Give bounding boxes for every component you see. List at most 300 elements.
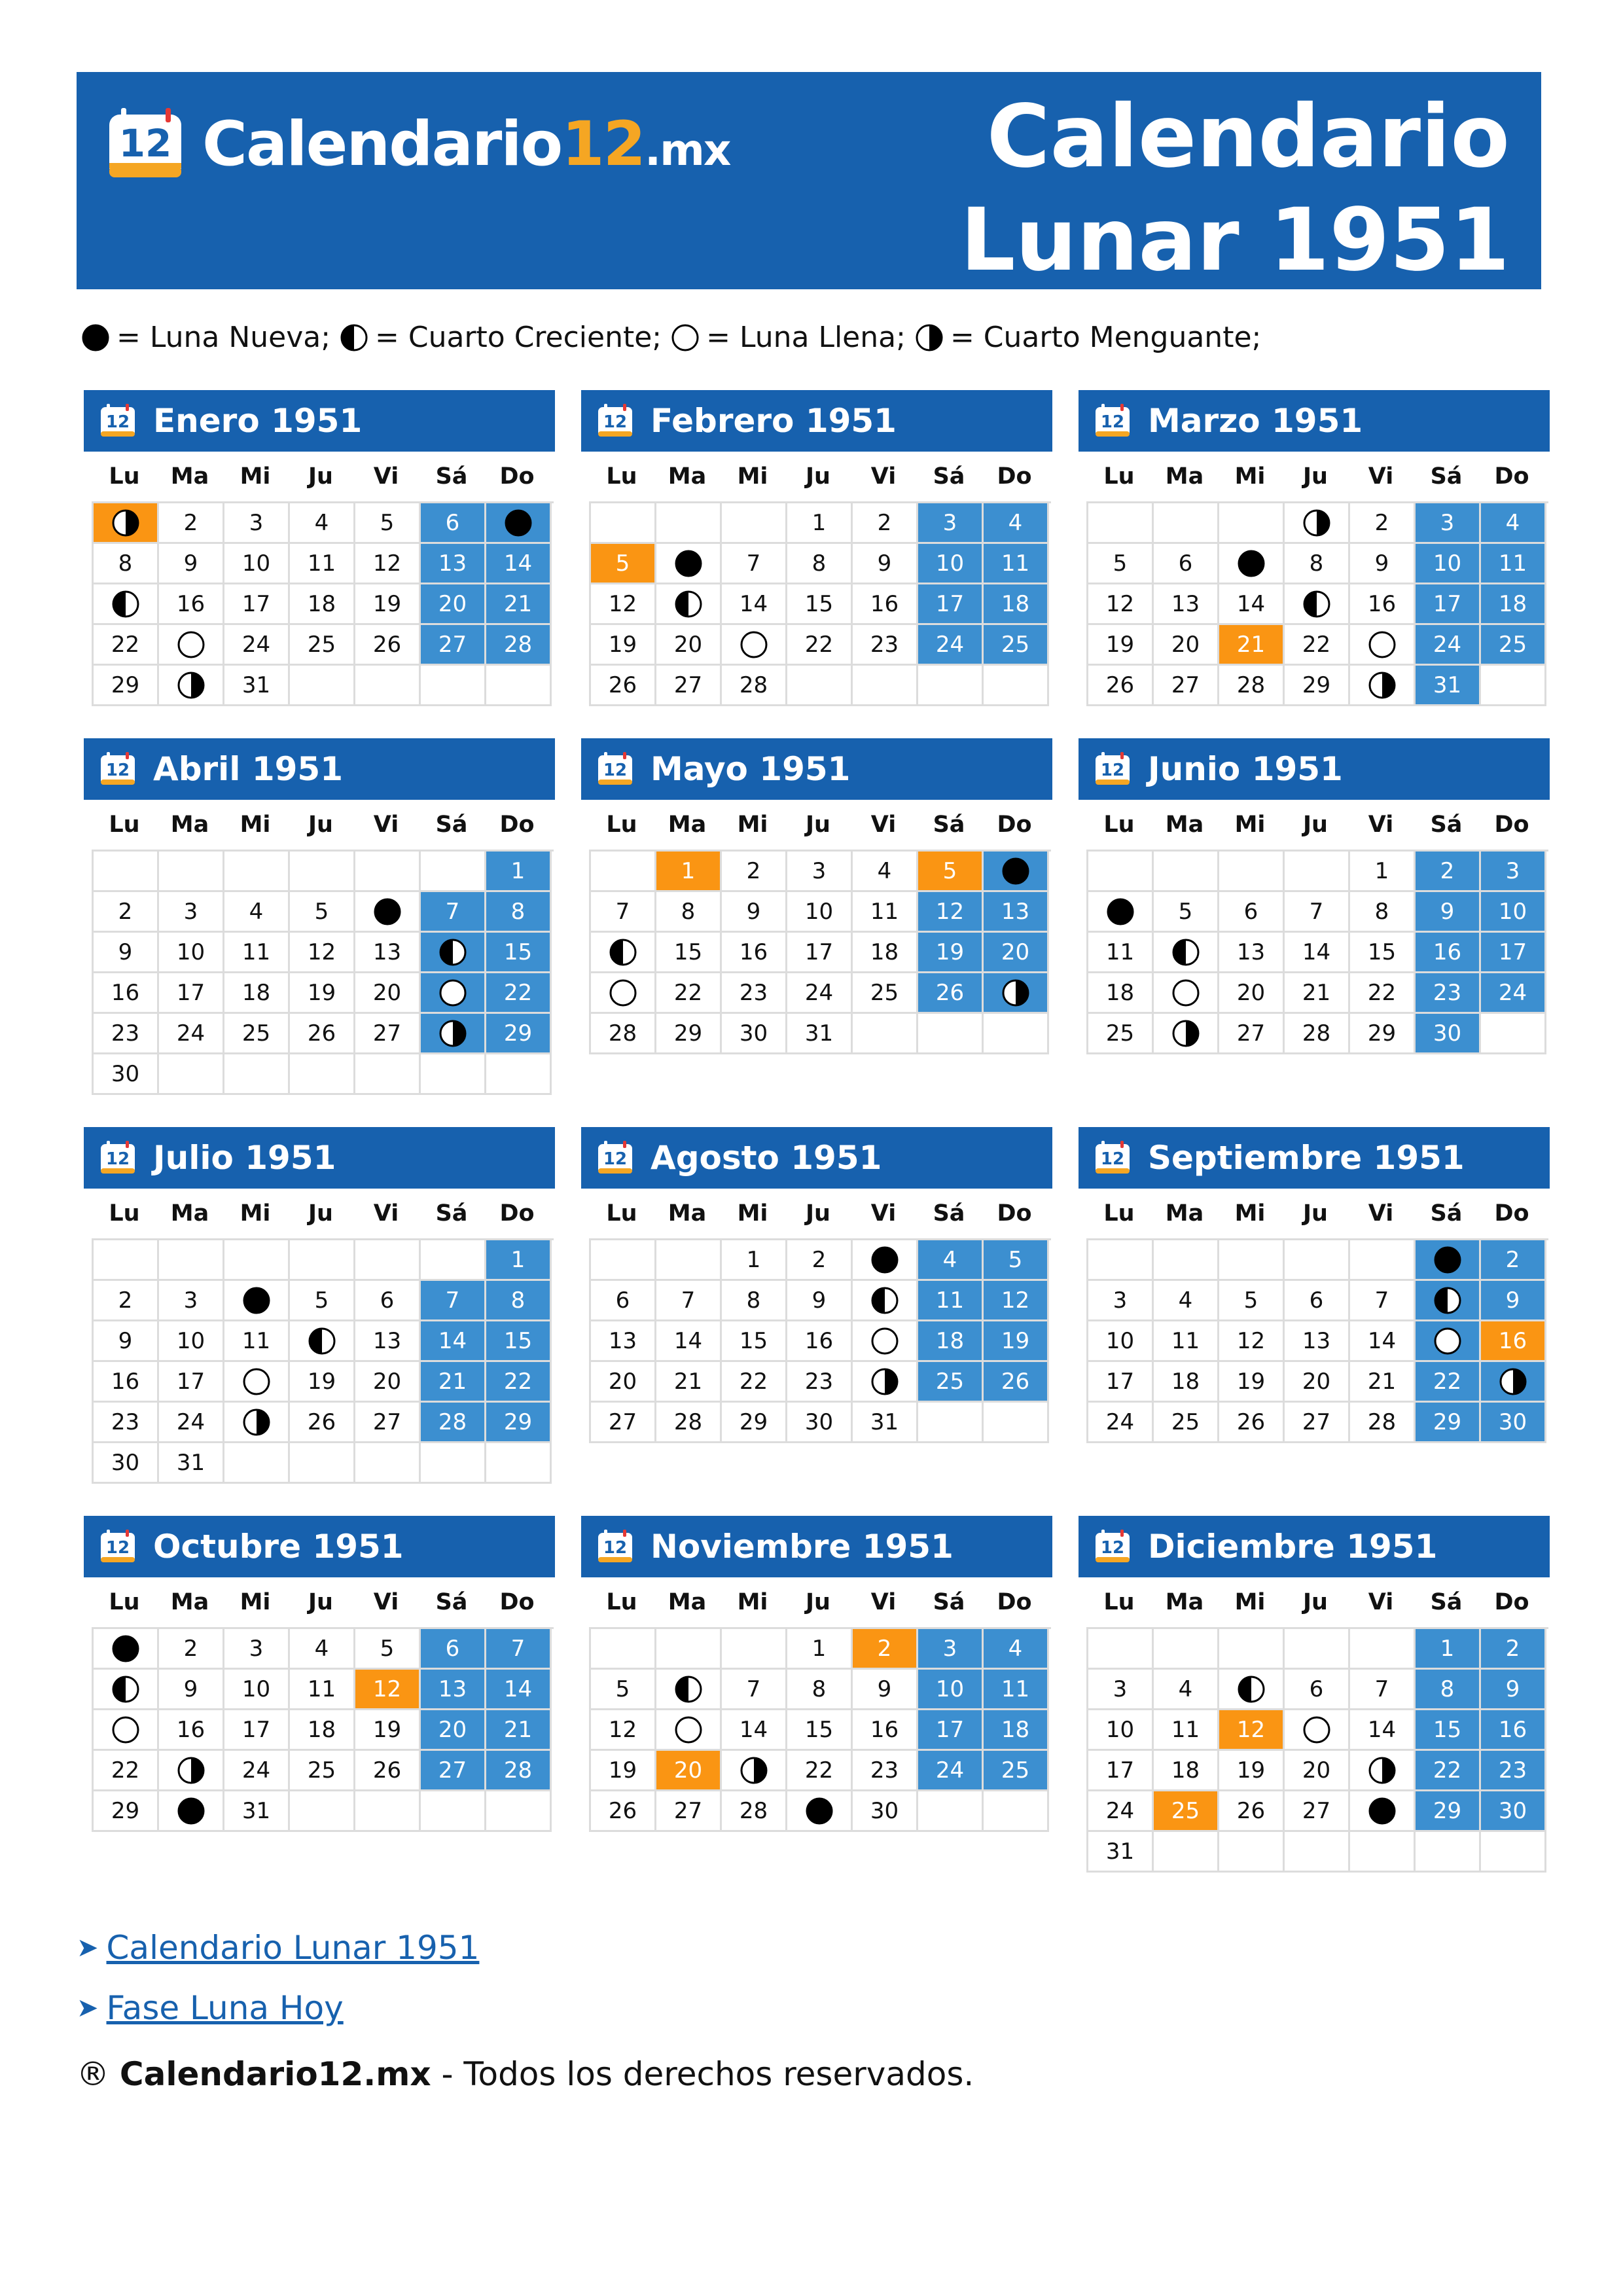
- day-cell: 4: [1481, 503, 1546, 544]
- weekday-label: Mi: [1234, 463, 1266, 490]
- svg-text:12: 12: [603, 761, 628, 780]
- day-cell: 5: [1088, 544, 1154, 584]
- svg-text:12: 12: [105, 1149, 130, 1169]
- weekday-label: Ma: [170, 1589, 209, 1615]
- day-cell: 8: [486, 1281, 552, 1321]
- day-cell: 9: [853, 1670, 918, 1710]
- month-calendar: [84, 1516, 555, 1832]
- empty-cell: [486, 1791, 552, 1832]
- day-cell: [722, 625, 787, 666]
- empty-cell: [1154, 1629, 1219, 1670]
- svg-text:12: 12: [1100, 761, 1125, 780]
- day-cell: 16: [159, 1710, 224, 1751]
- day-cell: 11: [290, 544, 355, 584]
- empty-cell: [656, 503, 722, 544]
- svg-text:12: 12: [118, 121, 172, 166]
- day-cell: 22: [1416, 1751, 1481, 1791]
- weekday-header: [1086, 800, 1550, 850]
- day-cell: 2: [787, 1240, 853, 1281]
- day-cell: 27: [421, 1751, 486, 1791]
- day-cell: [159, 666, 224, 706]
- days-grid: [589, 1627, 1051, 1832]
- weekday-label: Ju: [806, 1200, 830, 1227]
- day-cell: 8: [1285, 544, 1350, 584]
- day-cell: 11: [853, 892, 918, 933]
- day-cell: 27: [421, 625, 486, 666]
- day-cell: 9: [1481, 1670, 1546, 1710]
- day-cell: 2: [1350, 503, 1416, 544]
- day-cell: 22: [486, 973, 552, 1014]
- weekday-label: Vi: [870, 463, 897, 490]
- weekday-label: Mi: [1234, 1589, 1266, 1615]
- month-header: [581, 1127, 1052, 1189]
- weekday-label: Do: [499, 812, 535, 838]
- weekday-label: Ju: [308, 812, 333, 838]
- day-cell: 6: [1154, 544, 1219, 584]
- days-grid: [92, 1238, 554, 1484]
- day-cell: 28: [656, 1403, 722, 1443]
- day-cell: 7: [1350, 1670, 1416, 1710]
- link-calendario-lunar[interactable]: Calendario Lunar 1951: [106, 1929, 480, 1967]
- day-cell: 5: [591, 544, 656, 584]
- last-quarter-icon: [740, 1756, 768, 1785]
- day-cell: 13: [421, 1670, 486, 1710]
- day-cell: [224, 1281, 290, 1321]
- day-cell: 19: [1219, 1362, 1285, 1403]
- day-cell: 26: [1219, 1403, 1285, 1443]
- day-cell: 24: [1416, 625, 1481, 666]
- day-cell: 27: [591, 1403, 656, 1443]
- day-cell: 27: [1219, 1014, 1285, 1054]
- weekday-label: Lu: [606, 1589, 637, 1615]
- empty-cell: [421, 666, 486, 706]
- day-cell: 24: [918, 625, 984, 666]
- day-cell: 29: [486, 1014, 552, 1054]
- new-moon-icon: [1106, 897, 1135, 926]
- month-calendar: [84, 738, 555, 1095]
- month-title: Mayo 1951: [651, 750, 851, 788]
- day-cell: 21: [421, 1362, 486, 1403]
- day-cell: [290, 1321, 355, 1362]
- weekday-header: [589, 800, 1052, 850]
- empty-cell: [1481, 1014, 1546, 1054]
- day-cell: 5: [290, 1281, 355, 1321]
- day-cell: 5: [1154, 892, 1219, 933]
- weekday-label: Do: [997, 1589, 1032, 1615]
- link-row: [77, 1978, 479, 2038]
- last-quarter-icon: [1499, 1367, 1527, 1396]
- empty-cell: [1154, 503, 1219, 544]
- day-cell: 25: [1154, 1403, 1219, 1443]
- day-cell: 4: [918, 1240, 984, 1281]
- day-cell: [591, 933, 656, 973]
- day-cell: 2: [1481, 1240, 1546, 1281]
- month-title: Junio 1951: [1148, 750, 1343, 788]
- empty-cell: [421, 1054, 486, 1095]
- legend-label: = Cuarto Menguante;: [950, 321, 1262, 354]
- day-cell: 14: [486, 1670, 552, 1710]
- day-cell: 10: [159, 1321, 224, 1362]
- full-moon-icon: [870, 1327, 899, 1355]
- day-cell: 27: [1285, 1403, 1350, 1443]
- weekday-label: Lu: [109, 1200, 140, 1227]
- day-cell: [1154, 933, 1219, 973]
- new-moon-icon: [504, 509, 533, 537]
- last-quarter-icon: [111, 509, 140, 537]
- day-cell: 8: [787, 1670, 853, 1710]
- day-cell: 8: [656, 892, 722, 933]
- weekday-header: [589, 1189, 1052, 1238]
- weekday-header: [92, 1189, 555, 1238]
- day-cell: 22: [1285, 625, 1350, 666]
- days-grid: [589, 501, 1051, 706]
- empty-cell: [290, 1054, 355, 1095]
- day-cell: 14: [421, 1321, 486, 1362]
- day-cell: 21: [486, 584, 552, 625]
- empty-cell: [224, 1054, 290, 1095]
- weekday-label: Vi: [1368, 463, 1394, 490]
- day-cell: 10: [159, 933, 224, 973]
- day-cell: [94, 503, 159, 544]
- empty-cell: [1219, 1629, 1285, 1670]
- day-cell: 9: [159, 544, 224, 584]
- day-cell: 6: [1285, 1281, 1350, 1321]
- empty-cell: [853, 1014, 918, 1054]
- day-cell: 22: [787, 1751, 853, 1791]
- day-cell: 21: [1350, 1362, 1416, 1403]
- weekday-header: [589, 1577, 1052, 1627]
- legend-item-full-moon: [671, 321, 906, 354]
- weekday-label: Vi: [1368, 1200, 1394, 1227]
- first-quarter-icon: [308, 1327, 336, 1355]
- new-moon-icon: [1368, 1797, 1397, 1825]
- weekday-label: Ma: [1165, 463, 1204, 490]
- last-quarter-icon: [870, 1367, 899, 1396]
- legend-label: = Cuarto Creciente;: [375, 321, 662, 354]
- weekday-label: Lu: [1103, 812, 1135, 838]
- day-cell: 4: [290, 503, 355, 544]
- empty-cell: [421, 1240, 486, 1281]
- day-cell: 26: [1088, 666, 1154, 706]
- day-cell: [1219, 544, 1285, 584]
- day-cell: 19: [355, 1710, 421, 1751]
- month-header: [581, 390, 1052, 452]
- footer-text: - Todos los derechos reservados.: [441, 2055, 974, 2093]
- day-cell: 29: [94, 666, 159, 706]
- empty-cell: [918, 1403, 984, 1443]
- first-quarter-icon: [340, 323, 368, 352]
- day-cell: 1: [1350, 852, 1416, 892]
- page-header: [77, 72, 1541, 289]
- day-cell: 10: [224, 1670, 290, 1710]
- day-cell: [1088, 892, 1154, 933]
- last-quarter-icon: [177, 671, 205, 700]
- weekday-header: [92, 800, 555, 850]
- weekday-label: Sá: [933, 1200, 965, 1227]
- day-cell: 4: [1154, 1281, 1219, 1321]
- day-cell: 16: [94, 973, 159, 1014]
- day-cell: 30: [1481, 1791, 1546, 1832]
- month-header: [581, 1516, 1052, 1577]
- empty-cell: [224, 1240, 290, 1281]
- weekday-label: Sá: [1430, 1200, 1463, 1227]
- days-grid: [1086, 850, 1548, 1054]
- day-cell: 13: [355, 1321, 421, 1362]
- day-cell: 11: [984, 544, 1049, 584]
- last-quarter-icon: [438, 1019, 467, 1048]
- weekday-label: Ju: [308, 1589, 333, 1615]
- weekday-label: Vi: [870, 812, 897, 838]
- day-cell: 2: [853, 1629, 918, 1670]
- day-cell: 28: [486, 625, 552, 666]
- day-cell: 18: [1154, 1362, 1219, 1403]
- day-cell: 28: [1285, 1014, 1350, 1054]
- link-row: [77, 1918, 479, 1978]
- weekday-label: Ma: [1165, 812, 1204, 838]
- day-cell: 7: [722, 1670, 787, 1710]
- first-quarter-icon: [674, 1675, 703, 1704]
- link-fase-luna-hoy[interactable]: Fase Luna Hoy: [106, 1989, 344, 2027]
- day-cell: 3: [918, 1629, 984, 1670]
- day-cell: 31: [787, 1014, 853, 1054]
- day-cell: 30: [1481, 1403, 1546, 1443]
- empty-cell: [355, 666, 421, 706]
- empty-cell: [355, 1054, 421, 1095]
- weekday-label: Ju: [1303, 1200, 1328, 1227]
- weekday-label: Do: [997, 812, 1032, 838]
- empty-cell: [853, 666, 918, 706]
- empty-cell: [918, 1014, 984, 1054]
- day-cell: [1285, 584, 1350, 625]
- empty-cell: [1285, 1832, 1350, 1873]
- day-cell: 31: [1088, 1832, 1154, 1873]
- day-cell: 7: [1350, 1281, 1416, 1321]
- new-moon-icon: [81, 323, 110, 352]
- day-cell: 15: [486, 1321, 552, 1362]
- day-cell: [1285, 1710, 1350, 1751]
- day-cell: 12: [1219, 1710, 1285, 1751]
- day-cell: 30: [787, 1403, 853, 1443]
- page-title: [960, 85, 1510, 292]
- day-cell: [1350, 1791, 1416, 1832]
- month-header: [84, 1127, 555, 1189]
- day-cell: 2: [1481, 1629, 1546, 1670]
- day-cell: 16: [1481, 1710, 1546, 1751]
- day-cell: 14: [722, 584, 787, 625]
- day-cell: [1350, 1751, 1416, 1791]
- weekday-label: Sá: [435, 463, 468, 490]
- day-cell: 1: [656, 852, 722, 892]
- day-cell: 29: [1350, 1014, 1416, 1054]
- day-cell: 1: [722, 1240, 787, 1281]
- last-quarter-icon: [915, 323, 944, 352]
- day-cell: 24: [159, 1403, 224, 1443]
- day-cell: 28: [421, 1403, 486, 1443]
- month-header: [581, 738, 1052, 800]
- day-cell: 22: [94, 1751, 159, 1791]
- weekday-label: Ju: [1303, 812, 1328, 838]
- empty-cell: [722, 1629, 787, 1670]
- day-cell: 26: [591, 1791, 656, 1832]
- day-cell: 8: [1350, 892, 1416, 933]
- day-cell: 25: [918, 1362, 984, 1403]
- month-calendar: [84, 1127, 555, 1484]
- day-cell: 20: [355, 973, 421, 1014]
- weekday-label: Do: [1494, 1589, 1529, 1615]
- day-cell: 6: [421, 1629, 486, 1670]
- day-cell: [853, 1321, 918, 1362]
- month-header: [84, 390, 555, 452]
- svg-text:12: 12: [603, 1538, 628, 1558]
- day-cell: 13: [1154, 584, 1219, 625]
- day-cell: [1416, 1240, 1481, 1281]
- calendar-icon: [1094, 1141, 1131, 1175]
- day-cell: 11: [1481, 544, 1546, 584]
- weekday-header: [589, 452, 1052, 501]
- weekday-label: Ju: [1303, 463, 1328, 490]
- day-cell: 3: [1481, 852, 1546, 892]
- weekday-label: Mi: [240, 812, 271, 838]
- day-cell: 26: [290, 1403, 355, 1443]
- weekday-label: Lu: [606, 812, 637, 838]
- day-cell: 27: [355, 1014, 421, 1054]
- weekday-label: Do: [499, 463, 535, 490]
- day-cell: 2: [159, 503, 224, 544]
- day-cell: 3: [918, 503, 984, 544]
- first-quarter-icon: [1237, 1675, 1266, 1704]
- day-cell: 18: [224, 973, 290, 1014]
- day-cell: 16: [853, 584, 918, 625]
- new-moon-icon: [111, 1634, 140, 1663]
- day-cell: 22: [722, 1362, 787, 1403]
- day-cell: 21: [656, 1362, 722, 1403]
- empty-cell: [1219, 1240, 1285, 1281]
- day-cell: 11: [984, 1670, 1049, 1710]
- day-cell: 29: [722, 1403, 787, 1443]
- empty-cell: [94, 1240, 159, 1281]
- weekday-label: Do: [1494, 812, 1529, 838]
- day-cell: 9: [94, 1321, 159, 1362]
- day-cell: 25: [984, 1751, 1049, 1791]
- days-grid: [92, 501, 554, 706]
- full-moon-icon: [438, 978, 467, 1007]
- weekday-label: Ju: [308, 463, 333, 490]
- brand-logo[interactable]: [105, 105, 730, 183]
- day-cell: 23: [1481, 1751, 1546, 1791]
- svg-text:12: 12: [603, 412, 628, 432]
- full-moon-icon: [609, 978, 637, 1007]
- day-cell: 12: [1219, 1321, 1285, 1362]
- day-cell: 8: [722, 1281, 787, 1321]
- day-cell: 12: [984, 1281, 1049, 1321]
- full-moon-icon: [1433, 1327, 1462, 1355]
- empty-cell: [159, 1240, 224, 1281]
- day-cell: [94, 584, 159, 625]
- empty-cell: [290, 1443, 355, 1484]
- day-cell: 11: [224, 933, 290, 973]
- day-cell: 15: [486, 933, 552, 973]
- full-moon-icon: [1302, 1715, 1331, 1744]
- day-cell: 4: [853, 852, 918, 892]
- day-cell: 15: [787, 1710, 853, 1751]
- new-moon-icon: [177, 1797, 205, 1825]
- last-quarter-icon: [1368, 1756, 1397, 1785]
- last-quarter-icon: [1001, 978, 1030, 1007]
- empty-cell: [421, 1791, 486, 1832]
- day-cell: 16: [1481, 1321, 1546, 1362]
- weekday-label: Sá: [933, 1589, 965, 1615]
- day-cell: [656, 544, 722, 584]
- day-cell: 9: [722, 892, 787, 933]
- weekday-header: [1086, 452, 1550, 501]
- day-cell: 20: [591, 1362, 656, 1403]
- day-cell: 20: [984, 933, 1049, 973]
- day-cell: 23: [853, 1751, 918, 1791]
- month-title: Diciembre 1951: [1148, 1528, 1438, 1566]
- empty-cell: [1350, 1629, 1416, 1670]
- day-cell: 20: [656, 1751, 722, 1791]
- day-cell: 9: [1350, 544, 1416, 584]
- day-cell: [1416, 1321, 1481, 1362]
- full-moon-icon: [740, 630, 768, 659]
- month-header: [1079, 1516, 1550, 1577]
- weekday-label: Do: [997, 463, 1032, 490]
- day-cell: 4: [1154, 1670, 1219, 1710]
- weekday-label: Vi: [373, 1589, 399, 1615]
- calendar-icon: [99, 752, 136, 786]
- first-quarter-icon: [609, 938, 637, 967]
- weekday-label: Mi: [240, 1589, 271, 1615]
- day-cell: 28: [1219, 666, 1285, 706]
- title-line-2: Lunar 1951: [960, 190, 1510, 291]
- day-cell: 18: [918, 1321, 984, 1362]
- day-cell: 30: [94, 1054, 159, 1095]
- full-moon-icon: [671, 323, 700, 352]
- first-quarter-icon: [1433, 1286, 1462, 1315]
- day-cell: 19: [1219, 1751, 1285, 1791]
- last-quarter-icon: [177, 1756, 205, 1785]
- calendar-icon: [1094, 752, 1131, 786]
- weekday-label: Mi: [737, 812, 768, 838]
- day-cell: 26: [290, 1014, 355, 1054]
- day-cell: 29: [656, 1014, 722, 1054]
- empty-cell: [1088, 852, 1154, 892]
- day-cell: 31: [1416, 666, 1481, 706]
- day-cell: 12: [290, 933, 355, 973]
- day-cell: 12: [355, 1670, 421, 1710]
- day-cell: 6: [1285, 1670, 1350, 1710]
- month-title: Marzo 1951: [1148, 402, 1363, 440]
- day-cell: 19: [984, 1321, 1049, 1362]
- day-cell: 27: [656, 666, 722, 706]
- weekday-label: Mi: [737, 1589, 768, 1615]
- day-cell: [94, 1629, 159, 1670]
- day-cell: 20: [1219, 973, 1285, 1014]
- empty-cell: [486, 666, 552, 706]
- day-cell: 3: [224, 1629, 290, 1670]
- day-cell: 7: [486, 1629, 552, 1670]
- day-cell: [1481, 1362, 1546, 1403]
- empty-cell: [159, 1054, 224, 1095]
- calendar-logo-icon: [105, 108, 185, 180]
- day-cell: [656, 584, 722, 625]
- day-cell: 30: [722, 1014, 787, 1054]
- days-grid: [1086, 501, 1548, 706]
- day-cell: 24: [1481, 973, 1546, 1014]
- weekday-label: Lu: [606, 1200, 637, 1227]
- empty-cell: [486, 1054, 552, 1095]
- day-cell: 25: [290, 1751, 355, 1791]
